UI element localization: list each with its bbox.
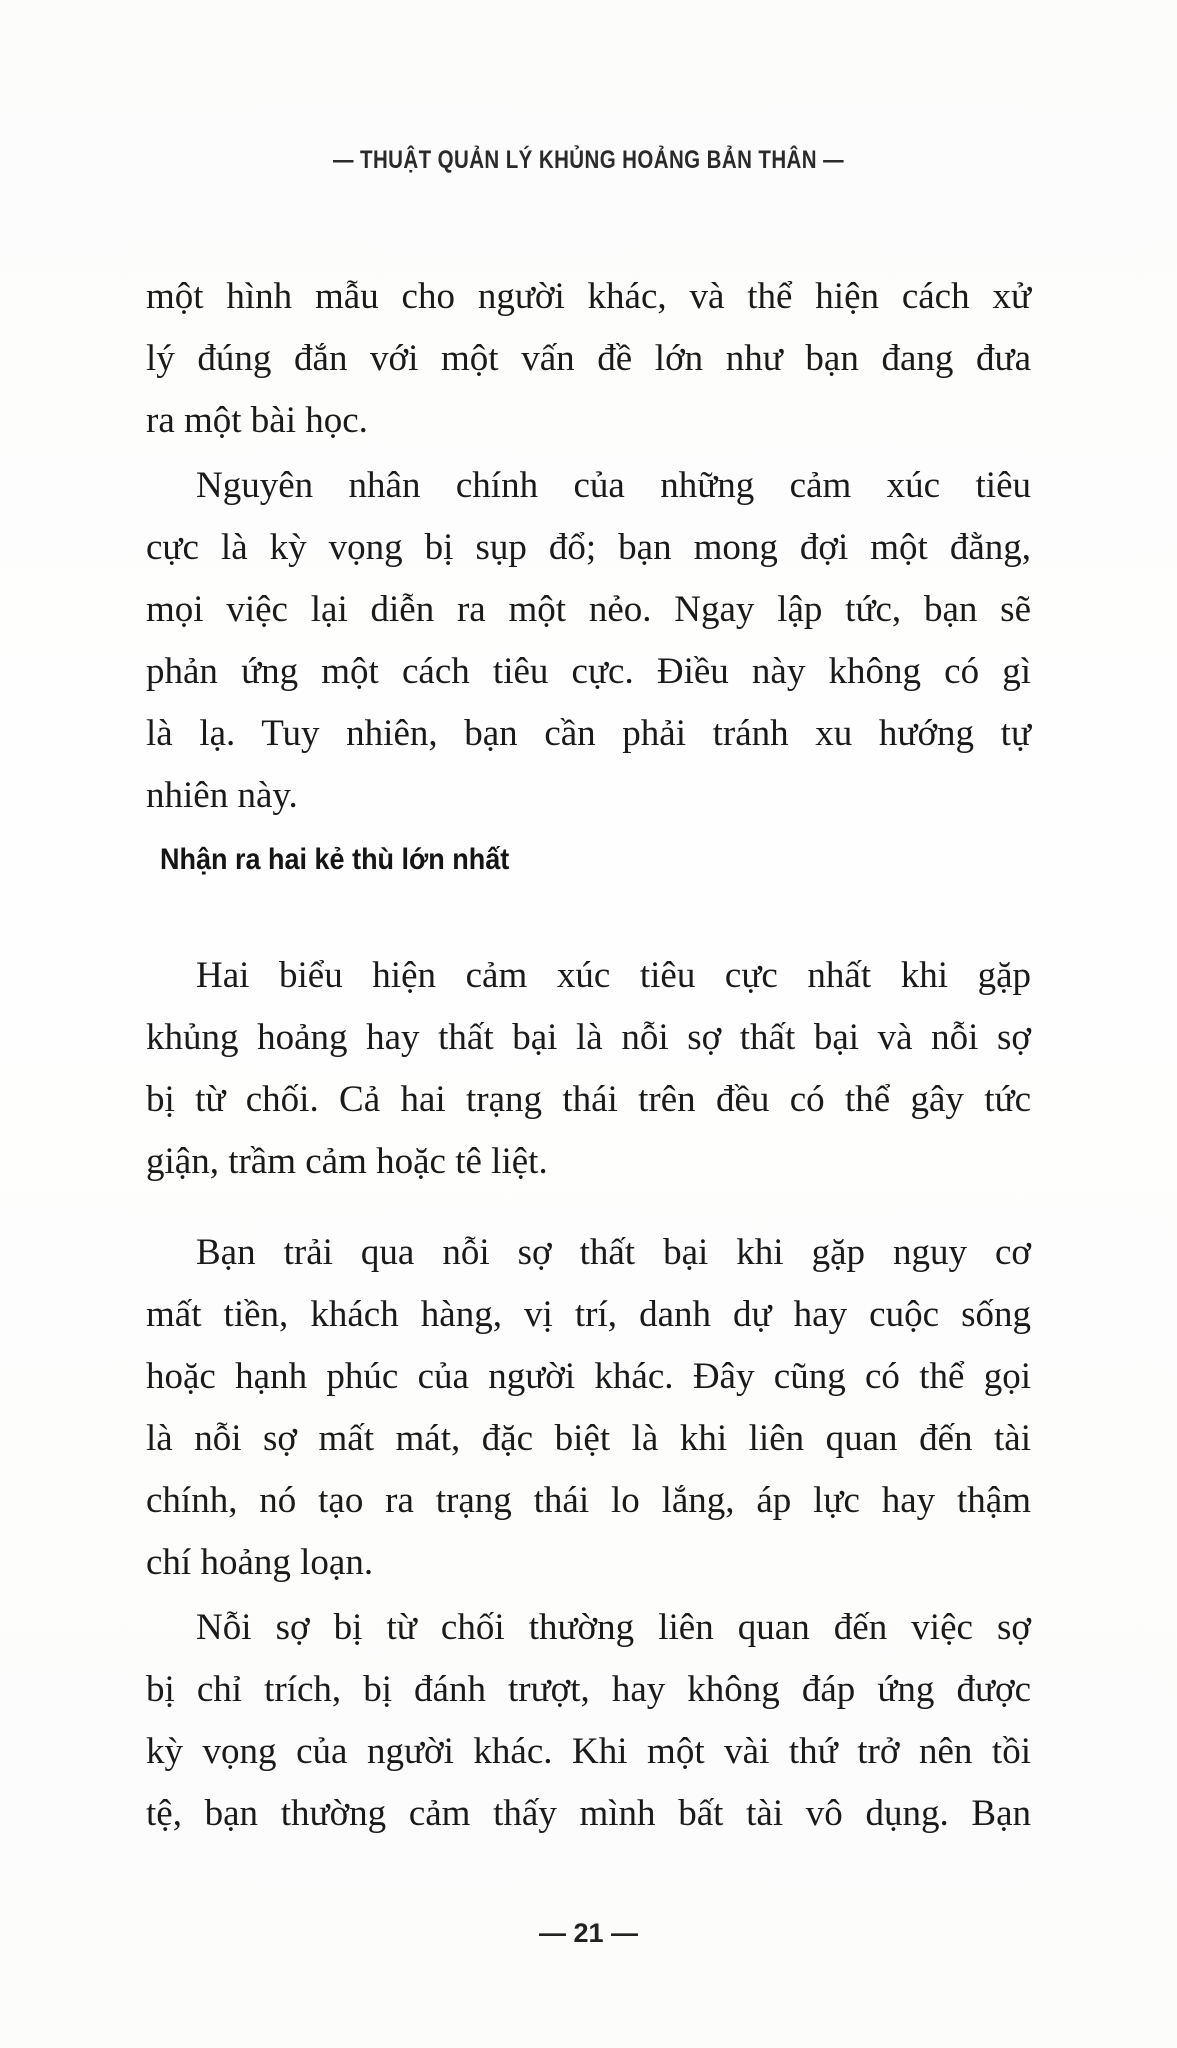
page-number: — 21 — xyxy=(538,1918,639,1948)
text-line: Nỗi sợ bị từ chối thường liên quan đến việc sợ xyxy=(196,1607,1031,1648)
text-line: là nỗi sợ mất mát, đặc biệt là khi liên quan đến tài xyxy=(146,1418,1031,1459)
text-line: bị từ chối. Cả hai trạng thái trên đều có thể gây tức xyxy=(146,1079,1031,1120)
text-line: phản ứng một cách tiêu cực. Điều này không có gì xyxy=(146,651,1031,692)
text-line: một hình mẫu cho người khác, và thể hiện cách xử xyxy=(146,276,1031,317)
text-line: lý đúng đắn với một vấn đề lớn như bạn đang đưa xyxy=(146,338,1031,379)
text-line: Hai biểu hiện cảm xúc tiêu cực nhất khi gặp xyxy=(196,955,1031,996)
text-line: Nguyên nhân chính của những cảm xúc tiêu xyxy=(196,465,1031,506)
text-line: hoặc hạnh phúc của người khác. Đây cũng có thể gọi xyxy=(146,1356,1031,1397)
text-line: khủng hoảng hay thất bại là nỗi sợ thất bại và nỗi sợ xyxy=(146,1017,1031,1058)
running-header: — THUẬT QUẢN LÝ KHỦNG HOẢNG BẢN THÂN — xyxy=(333,146,844,174)
text-line: chính, nó tạo ra trạng thái lo lắng, áp lực hay thậm xyxy=(146,1480,1031,1521)
text-line: mọi việc lại diễn ra một nẻo. Ngay lập tức, bạn sẽ xyxy=(146,589,1031,630)
text-line: ra một bài học. xyxy=(146,400,368,441)
text-line: giận, trầm cảm hoặc tê liệt. xyxy=(146,1141,548,1182)
text-line: chí hoảng loạn. xyxy=(146,1542,374,1583)
text-line: cực là kỳ vọng bị sụp đổ; bạn mong đợi một đằng, xyxy=(146,527,1031,568)
text-line: tệ, bạn thường cảm thấy mình bất tài vô dụng. Bạn xyxy=(146,1793,1031,1834)
text-line: nhiên này. xyxy=(146,775,298,816)
section-heading: Nhận ra hai kẻ thù lớn nhất xyxy=(160,843,510,876)
text-line: là lạ. Tuy nhiên, bạn cần phải tránh xu hướng tự xyxy=(146,713,1031,754)
text-line: bị chỉ trích, bị đánh trượt, hay không đáp ứng được xyxy=(146,1669,1031,1710)
text-line: mất tiền, khách hàng, vị trí, danh dự hay cuộc sống xyxy=(146,1294,1031,1335)
text-line: Bạn trải qua nỗi sợ thất bại khi gặp nguy cơ xyxy=(196,1232,1031,1273)
text-line: kỳ vọng của người khác. Khi một vài thứ trở nên tồi xyxy=(146,1731,1031,1772)
